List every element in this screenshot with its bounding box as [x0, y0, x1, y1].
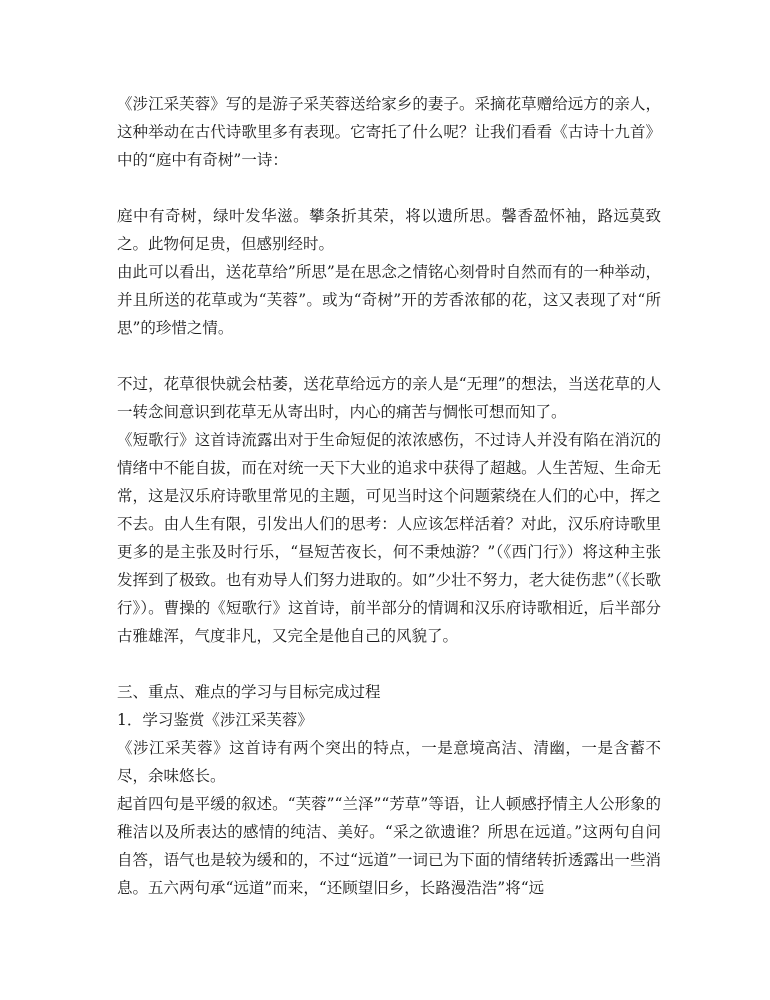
paragraph-features: 《涉江采芙蓉》这首诗有两个突出的特点，一是意境高洁、清幽，一是含蓄不尽，余味悠长。 — [117, 739, 661, 785]
document-page — [117, 90, 661, 902]
paragraph-gap — [117, 174, 661, 202]
subsection-heading-one: 1．学习鉴赏《涉江采芙蓉》 — [117, 711, 313, 729]
paragraph-poem-quote: 庭中有奇树，绿叶发华滋。攀条折其荣，将以遗所思。馨香盈怀袖，路远莫致之。此物何足贵，但感别经时。 — [117, 207, 661, 253]
paragraph-gap — [117, 650, 661, 678]
section-heading-three: 三、重点、难点的学习与目标完成过程 — [117, 683, 381, 701]
paragraph-gap — [117, 342, 661, 370]
paragraph-analysis-gift: 由此可以看出，送花草给”所思”是在思念之情铭心刻骨时自然而有的一种举动，并且所送的花草或为“芙蓉”。或为“奇树”开的芳香浓郁的花，这又表现了对“所思”的珍惜之情。 — [117, 263, 661, 337]
paragraph-opening-lines: 起首四句是平缓的叙述。“芙蓉”“兰泽”“芳草”等语，让人顿感抒情主人公形象的稚洁以及所表达的感情的纯洁、美好。“采之欲遗谁？所思在远道。”这两句自问自答，语气也是较为缓和的，不过“远道”一词已为下面的情绪转折透露出一些消息。五六两句承“远道”而来，“还顾望旧乡，长路漫浩浩”将“远 — [117, 795, 661, 897]
paragraph-flowers-wither: 不过，花草很快就会枯萎，送花草给远方的亲人是“无理”的想法，当送花草的人一转念间意识到花草无从寄出时，内心的痛苦与惆怅可想而知了。 — [117, 375, 661, 421]
paragraph-intro: 《涉江采芙蓉》写的是游子采芙蓉送给家乡的妻子。采摘花草赠给远方的亲人，这种举动在古代诗歌里多有表现。它寄托了什么呢？让我们看看《古诗十九首》中的“庭中有奇树”一诗： — [117, 95, 661, 169]
paragraph-duange-xing: 《短歌行》这首诗流露出对于生命短促的浓浓感伤，不过诗人并没有陷在消沉的情绪中不能自拔，而在对统一天下大业的追求中获得了超越。人生苦短、生命无常，这是汉乐府诗歌里常见的主题，可见当时这个问题萦绕在人们的心中，挥之不去。由人生有限，引发出人们的思考：人应该怎样活着？对此，汉乐府诗歌里更多的是主张及时行乐，“昼短苦夜长，何不秉烛游？”（《西门行》）将这种主张发挥到了极致。也有劝导人们努力进取的。如”少壮不努力，老大徒伤悲”（《长歌行》）。曹操的《短歌行》这首诗，前半部分的情调和汉乐府诗歌相近，后半部分古雅雄浑，气度非凡，又完全是他自己的风貌了。 — [117, 431, 661, 645]
